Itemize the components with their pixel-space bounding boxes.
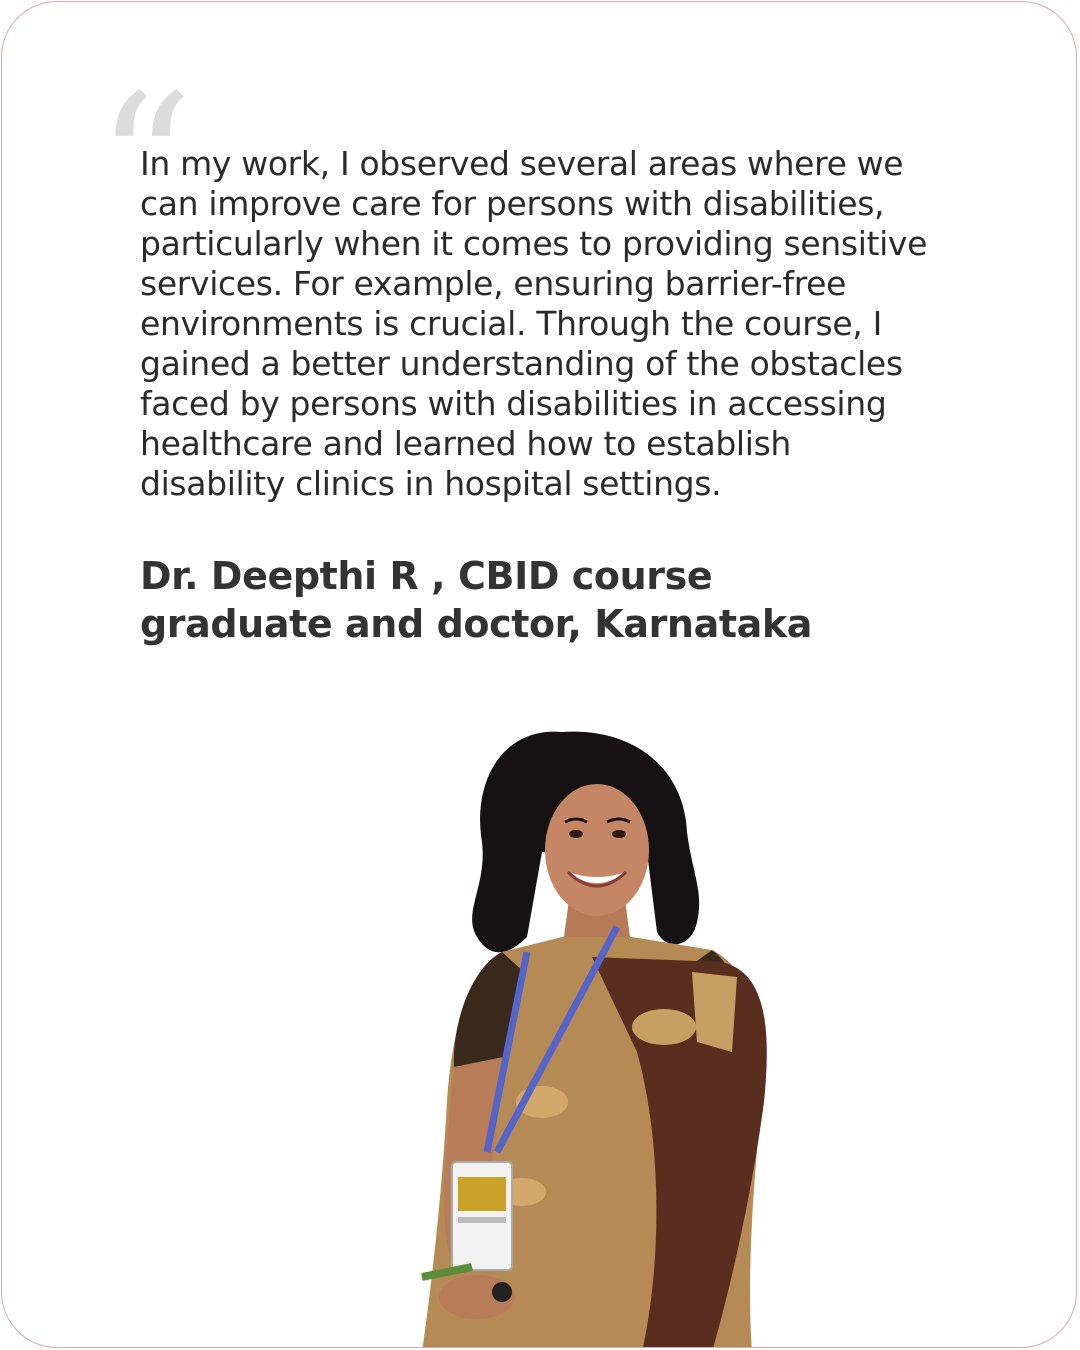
portrait-photo [392, 722, 792, 1348]
portrait-face [545, 784, 649, 916]
testimonial-quote: In my work, I observed several areas where we can improve care for persons with disabilities, particularly when it comes to providing sensitive services. For example, ensuring barrier-free environments is crucial. Through the course, I gained a better understanding of the obstacles faced by persons with disabilities in accessing healthcare and learned how to establish disability clinics in hospital settings. [140, 144, 928, 503]
testimonial-attribution: Dr. Deepthi R , CBID course graduate and doctor, Karnataka [140, 554, 812, 646]
testimonial-card [1, 1, 1077, 1348]
quotation-mark-icon: “ [96, 54, 194, 275]
